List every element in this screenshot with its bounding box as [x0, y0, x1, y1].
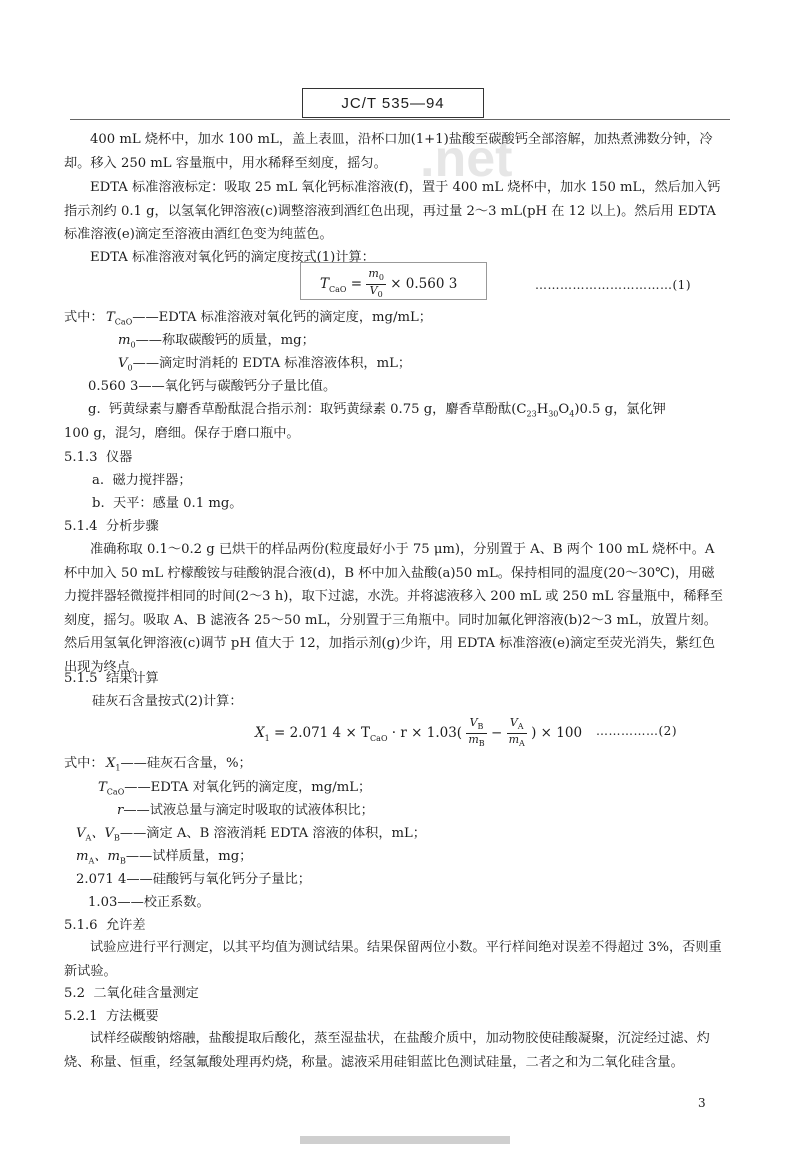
where1-row: $m_0——$称取碳酸钙的质量，mg； [118, 333, 315, 350]
where2-row: r——试液总量与滴定时吸取的试液体积比； [117, 803, 374, 818]
where1-row: 0.560 3——氧化钙与碳酸钙分子量比值。 [88, 379, 337, 394]
section-5-1-4-heading: 5.1.4 分析步骤 [64, 519, 159, 534]
standard-code: JC/T 535—94 [341, 94, 445, 112]
paragraph-eq1-intro: EDTA 标准溶液对氧化钙的滴定度按式(1)计算： [90, 250, 375, 265]
section-5-2-1-heading: 5.2.1 方法概要 [64, 1009, 159, 1024]
paragraph-procedure: 准确称取 0.1～0.2 g 已烘干的样品两份(粒度最好小于 75 μm)，分别置于 A、B 两个 100 mL 烧杯中。A 杯中加入 50 mL 柠檬酸铵与硅酸钠混合液(d)，B 杯中加入盐酸(a)50 mL。保持相同的温度(20～30℃)，用磁力搅拌器轻微搅拌相同的时间(2～3 h)，取下过滤，水洗。并将滤液移入 200 mL 或 250 mL 容量瓶中，稀释至刻度，摇匀。吸取 A、B 滤液各 25～50 mL，分别置于三角瓶中。同时加氟化钾溶液(b)2～3 mL，放置片刻。然后用氢氧化钾溶液(c)调节 pH 值大于 12，加指示剂(g)少许，用 EDTA 标准溶液(e)滴定至荧光消失，紫红色出现为终点。 [64, 542, 723, 675]
where2-row: $m_A$、$m_B——$试样质量，mg； [76, 849, 253, 866]
paragraph-method-summary: 试样经碳酸钠熔融，盐酸提取后酸化，蒸至湿盐状，在盐酸介质中，加动物胶使硅酸凝聚，沉淀经过滤、灼烧、称量、恒重，经氢氟酸处理再灼烧，称量。滤液采用硅钼蓝比色测试硅量，二者之和为二氧化硅含量。 [64, 1031, 710, 1070]
equation-number-2: ……………(2) [596, 724, 677, 738]
section-5-1-6-heading: 5.1.6 允许差 [64, 918, 146, 933]
paragraph-eq2-intro: 硅灰石含量按式(2)计算： [92, 694, 243, 709]
section-5-1-3-heading: 5.1.3 仪器 [64, 450, 133, 465]
list-item: b. 天平：感量 0.1 mg。 [92, 496, 243, 511]
item-g: g. 钙黄绿素与麝香草酚酞混合指示剂：取钙黄绿素 0.75 g，麝香草酚酞$(C_{23}H_{30}O_4)0.5$ g，氯化钾 [88, 402, 666, 419]
section-5-2-heading: 5.2 二氧化硅含量测定 [64, 986, 199, 1001]
page-number: 3 [698, 1096, 706, 1110]
equation-number-1: ……………………………(1) [535, 278, 691, 292]
where1-row: $T_{CaO}——EDTA$ 标准溶液对氧化钙的滴定度，mg/mL； [106, 310, 432, 327]
formula-1: $T_{CaO}$ = $\frac{m_0}{V_0}$ × 0.560 3 [320, 267, 458, 300]
eq1-factor: × 0.560 3 [390, 276, 458, 293]
paragraph-dissolve: 400 mL 烧杯中，加水 100 mL，盖上表皿，沿杯口加(1+1)盐酸至碳酸钙全部溶解，加热煮沸数分钟，冷却。移入 250 mL 容量瓶中，用水稀释至刻度，摇匀。 [64, 132, 713, 171]
paragraph-edta-calibration: EDTA 标准溶液标定：吸取 25 mL 氧化钙标准溶液(f)，置于 400 mL 烧杯中，加水 150 mL，然后加入钙指示剂约 0.1 g，以氢氧化钾溶液(c)调整溶液到酒红色出现，再过量 2～3 mL(pH 在 12 以上)。然后用 EDTA 标准溶液(e)滴定至溶液由酒红色变为纯蓝色。 [64, 180, 721, 242]
where2-row: $X_1——$硅灰石含量，%； [106, 756, 252, 773]
section-5-1-5-heading: 5.1.5 结果计算 [64, 671, 159, 686]
formula-2: $X_1 = 2.071$ $4 \times T_{CaO} \cdot r \times 1.03$( $\frac{V_B}{m_B}$ − $\frac{V_A}{m_A}$ ) × 100 [255, 716, 583, 749]
watermark-text: .net [420, 130, 513, 186]
where1-prefix: 式中： [64, 310, 104, 325]
where2-row: $V_A$、$V_B——$滴定 A、B 溶液消耗 EDTA 溶液的体积，mL； [76, 826, 426, 843]
scan-artifact [300, 1136, 510, 1144]
where2-row: $T_{CaO}——EDTA$ 对氧化钙的滴定度，mg/mL； [98, 780, 372, 797]
where2-prefix: 式中： [64, 756, 104, 771]
eq1-fraction: $\frac{m_0}{V_0}$ [368, 267, 384, 300]
list-item: a. 磁力搅拌器； [92, 473, 192, 488]
header-rule [70, 119, 730, 120]
where2-row: 2.071 4——硅酸钙与氧化钙分子量比； [76, 872, 311, 887]
eq1-lhs: T [320, 276, 330, 293]
standard-code-header [302, 88, 484, 118]
where1-row: $V_0——$滴定时消耗的 EDTA 标准溶液体积，mL； [118, 356, 412, 373]
item-g-cont: 100 g，混匀，磨细。保存于磨口瓶中。 [64, 426, 300, 441]
where2-row: 1.03——校正系数。 [88, 895, 210, 910]
paragraph-tolerance: 试验应进行平行测定，以其平均值为测试结果。结果保留两位小数。平行样间绝对误差不得超过 3%，否则重新试验。 [64, 940, 722, 979]
